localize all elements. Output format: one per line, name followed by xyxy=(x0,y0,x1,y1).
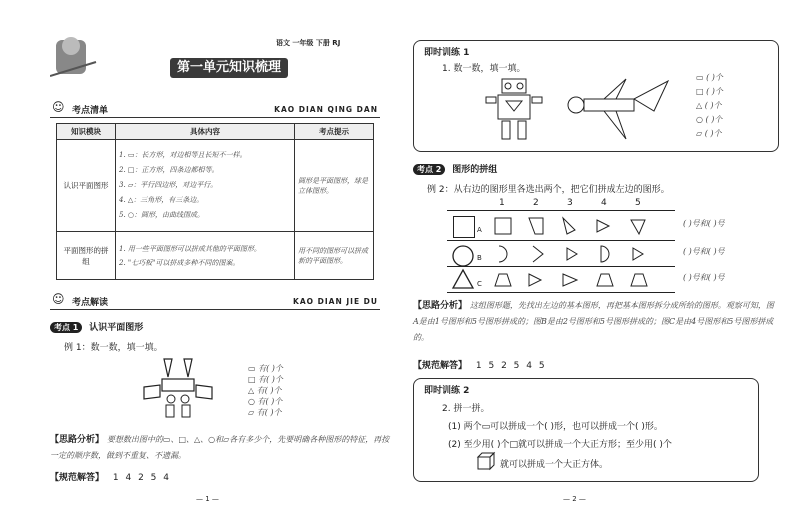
circle-icon xyxy=(451,244,475,268)
point-title: 认识平面图形 xyxy=(89,323,144,333)
example1-legend xyxy=(248,363,283,418)
grid-col-label: 2 xyxy=(533,198,539,208)
point-badge: 考点 2 xyxy=(413,164,445,175)
drill1-legend xyxy=(696,71,723,141)
cube-icon xyxy=(476,451,496,471)
point1-heading xyxy=(50,320,143,333)
kaodian-qingdan-label: 考点清单 xyxy=(72,106,109,116)
mascot-illustration xyxy=(50,32,98,78)
table-header: 具体内容 xyxy=(116,124,295,140)
analysis-text: 要想数出图中的▭、□、△、○和▱各有多少个，先要明确各种图形的特征，再按一定的顺序数，做到不重复、不遗漏。 xyxy=(50,435,390,460)
student-icon: ☺ xyxy=(52,100,65,114)
content-line: 1. 用一些平面图形可以拼成其他的平面图形。 xyxy=(119,244,261,253)
answer-label: 【规范解答】 xyxy=(413,361,468,371)
legend-item: ▭ ( )个 xyxy=(696,73,723,82)
content-line: 1. ▭：长方形，对边相等且长短不一样。 xyxy=(119,151,247,159)
analysis1 xyxy=(50,432,390,464)
piece-shapes xyxy=(491,212,671,292)
legend-item: □ 有( )个 xyxy=(248,375,283,384)
analysis-label: 【思路分析】 xyxy=(50,435,105,445)
point-title: 图形的拼组 xyxy=(452,165,498,175)
legend-item: ○ 有( )个 xyxy=(248,397,283,406)
grid-col-label: 1 xyxy=(499,198,505,208)
point2-heading xyxy=(413,162,497,175)
right-page xyxy=(397,0,794,518)
grid-col-label: 4 xyxy=(601,198,607,208)
square-icon xyxy=(453,216,475,238)
grid-col-label: 5 xyxy=(635,198,641,208)
example1-text: 例 1：数一数，填一填。 xyxy=(64,343,163,353)
unit-title: 第一单元知识梳理 xyxy=(176,60,281,75)
legend-item: □ ( )个 xyxy=(696,87,723,96)
drill2-title: 即时训练 2 xyxy=(424,386,470,396)
row-letter: C xyxy=(477,280,482,288)
legend-item: ▭ 有( )个 xyxy=(248,364,283,373)
row-fill: ( )号和( )号 xyxy=(683,273,725,282)
table-row xyxy=(57,140,374,232)
kaodian-jiedu-label: 考点解读 xyxy=(72,298,109,308)
content-cell xyxy=(116,140,295,232)
content-line: 2. "七巧板"可以拼成多种不同的图案。 xyxy=(119,258,240,267)
answer-values: 1 4 2 5 4 xyxy=(112,473,171,483)
table-header: 考点提示 xyxy=(295,124,374,140)
drill2-q1: (1) 两个▭可以拼成一个( )形，也可以拼成一个( )形。 xyxy=(448,422,663,432)
legend-item: △ ( )个 xyxy=(696,101,722,110)
drill1-plane-figure xyxy=(564,77,674,145)
triangle-icon xyxy=(451,268,475,290)
content-line: 3. ▱：平行四边形，对边平行。 xyxy=(119,181,218,189)
point-badge: 考点 1 xyxy=(50,322,82,333)
legend-item: △ 有( )个 xyxy=(248,386,282,395)
content-line: 2. □：正方形，四条边都相等。 xyxy=(119,166,219,174)
legend-item: ▱ 有( )个 xyxy=(248,408,282,417)
tip-cell: 圆形是平面图形，球是立体图形。 xyxy=(295,140,374,232)
legend-item: ○ ( )个 xyxy=(696,115,723,124)
kaodian-qingdan-pinyin: KAO DIAN QING DAN xyxy=(274,105,378,114)
module-cell: 平面图形的拼组 xyxy=(57,232,116,280)
drill1-title: 即时训练 1 xyxy=(424,48,470,58)
drill1-robot-figure xyxy=(484,77,544,147)
student-icon: ☺ xyxy=(52,292,65,306)
analysis-label: 【思路分析】 xyxy=(413,301,468,311)
drill2-box xyxy=(413,378,759,482)
drill2-question: 2. 拼一拼。 xyxy=(442,404,490,414)
kaodian-jiedu-bar xyxy=(50,292,380,310)
drill1-box xyxy=(413,40,779,152)
analysis2 xyxy=(413,298,777,346)
knowledge-table xyxy=(56,123,374,280)
row-fill: ( )号和( )号 xyxy=(683,219,725,228)
content-line: 5. ○：圆形，由曲线围成。 xyxy=(119,211,205,219)
answer1 xyxy=(50,470,171,483)
tip-cell: 用不同的图形可以拼成新的平面图形。 xyxy=(295,232,374,280)
row-fill: ( )号和( )号 xyxy=(683,247,725,256)
table-row xyxy=(57,232,374,280)
drill2-q2: (2) 至少用( )个□就可以拼成一个大正方形；至少用( )个 xyxy=(448,440,672,450)
answer-label: 【规范解答】 xyxy=(50,473,105,483)
example2-text: 例 2：从右边的图形里各选出两个，把它们拼成左边的图形。 xyxy=(427,185,670,195)
row-letter: B xyxy=(477,254,482,262)
composition-grid xyxy=(447,198,777,294)
page-number-left: — 1 — xyxy=(196,495,219,503)
unit-title-banner xyxy=(170,58,288,78)
content-line: 4. △：三角形，有三条边。 xyxy=(119,196,204,204)
analysis-text: 这组图形题，先找出左边的基本图形，再把基本图形拆分成所给的图形。观察可知，图A是由1号图形和5号图形拼成的；图B是由2号图形和5号图形拼成的；图C是由4号图形和5号图形拼成的。 xyxy=(413,301,774,342)
answer2 xyxy=(413,358,547,371)
row-letter: A xyxy=(477,226,482,234)
kaodian-qingdan-bar xyxy=(50,100,380,118)
legend-item: ▱ ( )个 xyxy=(696,129,722,138)
page-number-right: — 2 — xyxy=(563,495,586,503)
drill2-q3: 就可以拼成一个大正方体。 xyxy=(500,460,609,470)
grid-col-label: 3 xyxy=(567,198,573,208)
drill1-question: 1. 数一数，填一填。 xyxy=(442,64,526,74)
answer-values: 1 5 2 5 4 5 xyxy=(475,361,547,371)
content-cell xyxy=(116,232,295,280)
kaodian-jiedu-pinyin: KAO DIAN JIE DU xyxy=(293,297,378,306)
edition-label: 语文 一年级 下册 RJ xyxy=(276,39,341,47)
module-cell: 认识平面图形 xyxy=(57,140,116,232)
table-header: 知识模块 xyxy=(57,124,116,140)
example1-figure xyxy=(138,357,218,419)
